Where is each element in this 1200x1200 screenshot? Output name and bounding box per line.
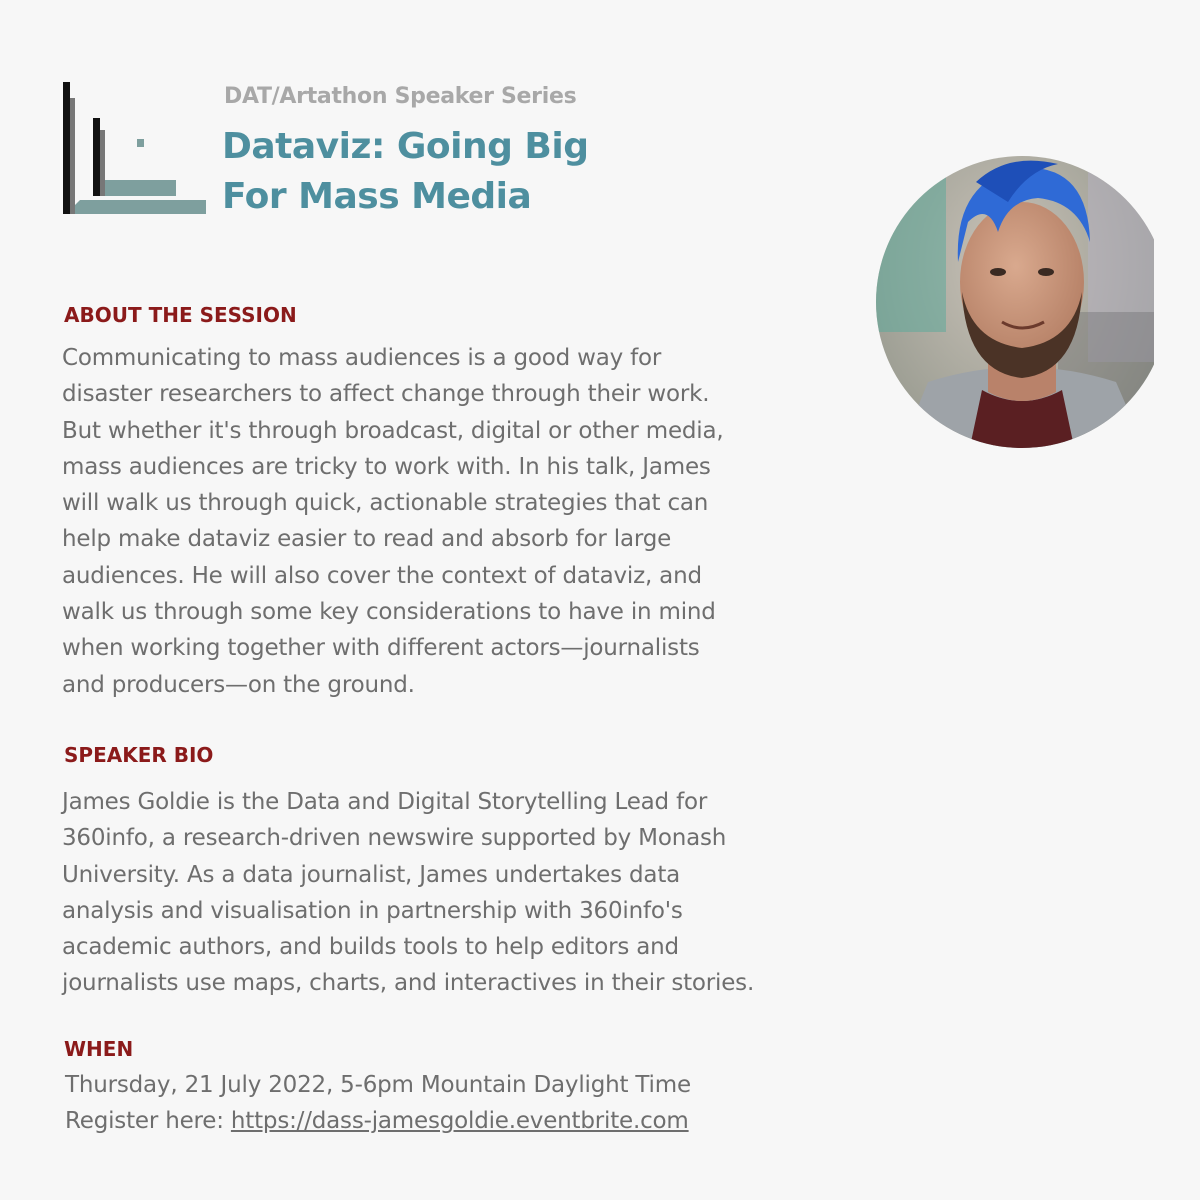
about-paragraph xyxy=(62,340,842,703)
when-details xyxy=(65,1067,845,1140)
bio-line: journalists use maps, charts, and interactives in their stories. xyxy=(62,970,755,997)
page-title xyxy=(222,122,588,222)
series-logo xyxy=(60,82,210,218)
about-line: disaster researchers to affect change through their work. xyxy=(62,381,710,408)
about-line: walk us through some key considerations to have in mind xyxy=(62,599,716,626)
event-datetime: Thursday, 21 July 2022, 5-6pm Mountain Daylight Time xyxy=(65,1072,691,1098)
speaker-photo xyxy=(858,72,1154,456)
bio-line: James Goldie is the Data and Digital Storytelling Lead for xyxy=(62,789,708,815)
bio-line: academic authors, and builds tools to help editors and xyxy=(62,934,679,961)
title-line-1: Dataviz: Going Big xyxy=(222,126,589,167)
about-line: audiences. He will also cover the context of dataviz, and xyxy=(62,562,702,589)
bio-line: analysis and visualisation in partnership with 360info's xyxy=(62,897,683,924)
register-link[interactable]: https://dass-jamesgoldie.eventbrite.com xyxy=(230,1108,689,1135)
about-line: when working together with different actors—journalists xyxy=(62,635,700,662)
bio-heading: SPEAKER BIO xyxy=(64,743,214,767)
about-line: will walk us through quick, actionable strategies that can xyxy=(62,490,709,517)
about-line: But whether it's through broadcast, digital or other media, xyxy=(62,417,724,444)
register-label: Register here: xyxy=(65,1108,231,1135)
about-heading: ABOUT THE SESSION xyxy=(64,303,297,327)
series-name: DAT/Artathon Speaker Series xyxy=(224,84,577,109)
when-heading: WHEN xyxy=(64,1037,134,1061)
about-line: mass audiences are tricky to work with. In his talk, James xyxy=(62,453,711,480)
about-line: help make dataviz easier to read and absorb for large xyxy=(62,526,672,553)
title-line-2: For Mass Media xyxy=(222,176,532,217)
register-line xyxy=(65,1103,845,1139)
about-line: Communicating to mass audiences is a good way for xyxy=(62,345,662,371)
bio-line: 360info, a research-driven newswire supported by Monash xyxy=(62,825,727,852)
bio-line: University. As a data journalist, James undertakes data xyxy=(62,861,681,888)
about-line: and producers—on the ground. xyxy=(62,671,415,698)
bio-paragraph xyxy=(62,784,842,1002)
